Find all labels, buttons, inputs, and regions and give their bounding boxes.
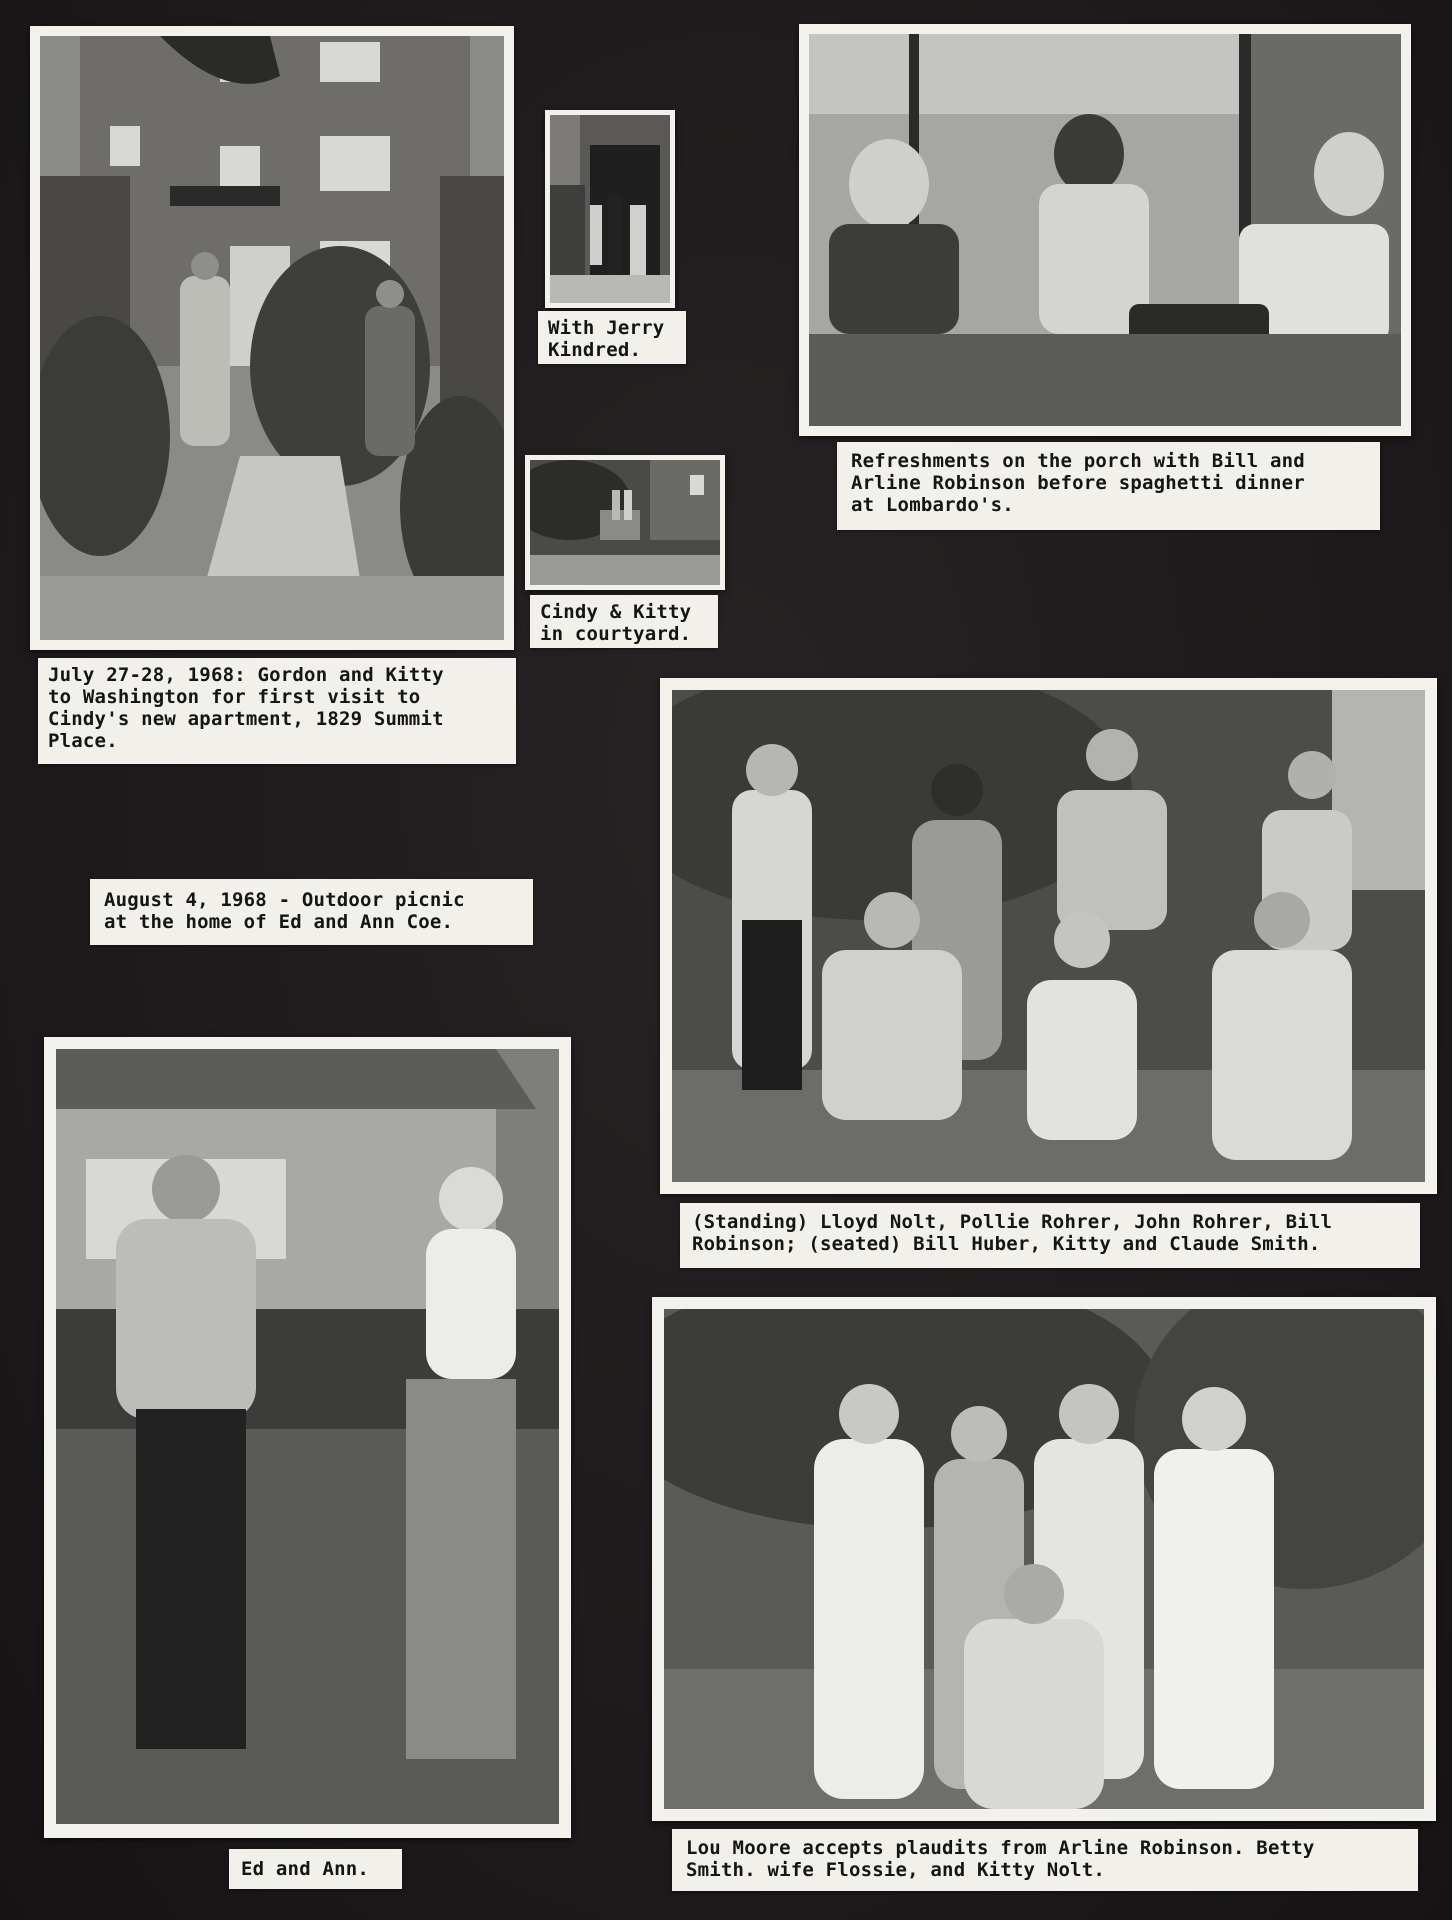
caption-washington-visit: July 27-28, 1968: Gordon and Kitty to Washington for first visit to Cindy's new apartment, 1829 Summit Place. (38, 658, 516, 764)
photo-courtyard (525, 455, 725, 590)
caption-courtyard: Cindy & Kitty in courtyard. (530, 595, 718, 648)
photo-garden-group (660, 678, 1437, 1194)
caption-garden-group: (Standing) Lloyd Nolt, Pollie Rohrer, John Rohrer, Bill Robinson; (seated) Bill Huber, Kitty and Claude Smith. (680, 1203, 1420, 1268)
photo-apartment (30, 26, 514, 650)
caption-ed-and-ann: Ed and Ann. (229, 1849, 402, 1889)
caption-porch: Refreshments on the porch with Bill and Arline Robinson before spaghetti dinner at Lombardo's. (837, 442, 1380, 530)
caption-jerry-kindred: With Jerry Kindred. (538, 311, 686, 364)
caption-picnic: August 4, 1968 - Outdoor picnic at the home of Ed and Ann Coe. (90, 879, 533, 945)
photo-ed-and-ann (44, 1037, 571, 1838)
photo-plaudits (652, 1297, 1436, 1821)
photo-porch (799, 24, 1411, 436)
photo-doorway (545, 110, 675, 308)
caption-plaudits: Lou Moore accepts plaudits from Arline Robinson. Betty Smith. wife Flossie, and Kitty Nolt. (672, 1829, 1418, 1891)
